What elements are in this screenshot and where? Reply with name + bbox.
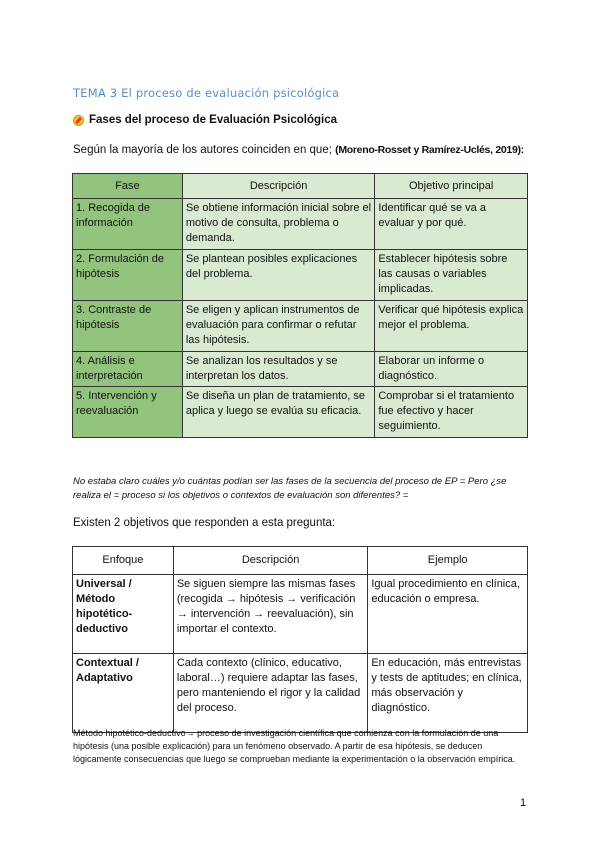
description-cell: Se siguen siempre las mismas fases (recogida → hipótesis → verificación → intervención → reevaluación), sin importar el contexto.: [173, 575, 368, 654]
table-row: [73, 575, 528, 654]
table-row: [73, 352, 528, 387]
header-descripcion: Descripción: [173, 547, 368, 575]
description-cell: Se analizan los resultados y se interpretan los datos.: [182, 352, 375, 387]
objective-cell: Comprobar si el tratamiento fue efectivo y hacer seguimiento.: [375, 387, 528, 438]
objective-cell: Establecer hipótesis sobre las causas o variables implicadas.: [375, 250, 528, 301]
phase-cell: 2. Formulación de hipótesis: [73, 250, 183, 301]
description-cell: Cada contexto (clínico, educativo, laboral…) requiere adaptar las fases, pero manteniendo el rigor y la calidad del proceso.: [173, 654, 368, 733]
phase-cell: 5. Intervención y reevaluación: [73, 387, 183, 438]
objectives-intro: Existen 2 objetivos que responden a esta pregunta:: [73, 517, 336, 529]
header-enfoque: Enfoque: [73, 547, 174, 575]
objective-cell: Elaborar un informe o diagnóstico.: [375, 352, 528, 387]
objective-cell: Identificar qué se va a evaluar y por qué.: [375, 199, 528, 250]
phases-header-row: [73, 174, 528, 199]
phase-cell: 3. Contraste de hipótesis: [73, 301, 183, 352]
description-cell: Se eligen y aplican instrumentos de evaluación para confirmar o refutar las hipótesis.: [182, 301, 375, 352]
header-objetivo: Objetivo principal: [375, 174, 528, 199]
approach-cell: [73, 654, 174, 733]
citation: (Moreno-Rosset y Ramírez-Uclés, 2019):: [335, 144, 524, 156]
page-number: 1: [520, 797, 527, 809]
approach-name: Universal: [76, 578, 126, 590]
approach-header-row: [73, 547, 528, 575]
phase-cell: 4. Análisis e interpretación: [73, 352, 183, 387]
header-fase: Fase: [73, 174, 183, 199]
approach-suffix: / Método hipotético-deductivo: [76, 578, 133, 635]
header-ejemplo: Ejemplo: [368, 547, 528, 575]
section-title: [73, 114, 337, 126]
description-cell: Se diseña un plan de tratamiento, se aplica y luego se evalúa su eficacia.: [182, 387, 375, 438]
table-row: [73, 654, 528, 733]
approach-name: Contextual: [76, 657, 133, 669]
approach-suffix: / Adaptativo: [76, 657, 139, 684]
table-row: [73, 250, 528, 301]
description-cell: Se plantean posibles explicaciones del problema.: [182, 250, 375, 301]
header-descripcion: Descripción: [182, 174, 375, 199]
table-row: [73, 387, 528, 438]
footnote: Método hipotético-deductivo→ proceso de investigación científica que comienza con la formulación de una hipótesis (una posible explicación) para un fenómeno observado. A partir de esa hipótesis, se deducen lógicamente consecuencias que luego se comprueban mediante la experimentación o la observación empírica.: [73, 728, 516, 764]
phases-table: [72, 173, 528, 438]
approach-table: [72, 546, 528, 733]
italic-note: No estaba claro cuáles y/o cuántas podían ser las fases de la secuencia del proceso de EP = Pero ¿se realiza el = proceso si los objetivos o contextos de evaluación son diferentes? =: [73, 476, 507, 501]
intro-paragraph: [73, 144, 524, 156]
example-cell: En educación, más entrevistas y tests de aptitudes; en clínica, más observación y diagnóstico.: [368, 654, 528, 733]
objective-cell: Verificar qué hipótesis explica mejor el problema.: [375, 301, 528, 352]
approach-cell: [73, 575, 174, 654]
phase-cell: 1. Recogida de información: [73, 199, 183, 250]
table-row: [73, 301, 528, 352]
example-cell: Igual procedimiento en clínica, educación o empresa.: [368, 575, 528, 654]
intro-text: Según la mayoría de los autores coinciden en que;: [73, 144, 332, 156]
compass-icon: [73, 115, 84, 126]
section-title-text: Fases del proceso de Evaluación Psicológica: [89, 114, 337, 126]
topic-heading: TEMA 3 El proceso de evaluación psicológica: [73, 86, 340, 100]
description-cell: Se obtiene información inicial sobre el motivo de consulta, problema o demanda.: [182, 199, 375, 250]
table-row: [73, 199, 528, 250]
